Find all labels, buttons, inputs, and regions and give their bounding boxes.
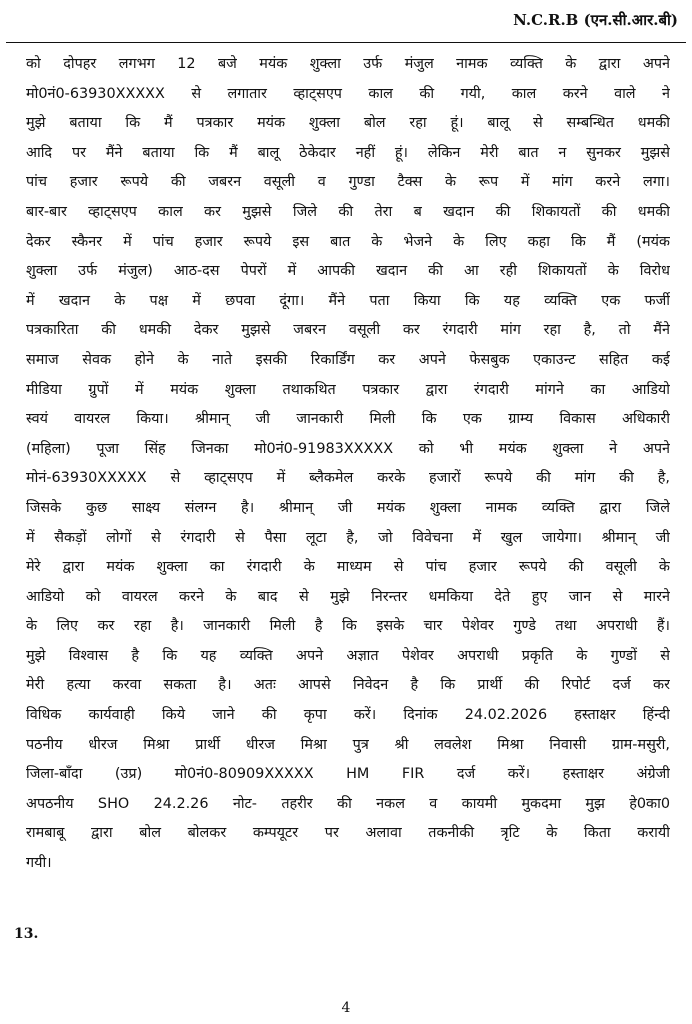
text-line: देकर स्कैनर में पांच हजार रूपये इस बात के भेजने के लिए कहा कि मैं (मयंक: [26, 233, 670, 250]
text-line: (महिला) पूजा सिंह जिनका मो0नं0-91983XXXXX को भी मयंक शुक्ला ने अपने: [26, 440, 670, 457]
text-line: रामबाबू द्वारा बोल बोलकर कम्पयूटर पर अलावा तकनीकी त्रृटि के किता करायी: [26, 825, 670, 842]
text-line: मेरी हत्या करवा सकता है। अतः आपसे निवेदन है कि प्रार्थी की रिपोर्ट दर्ज कर: [26, 677, 670, 694]
text-line: स्वयं वायरल किया। श्रीमान् जी जानकारी मिली कि एक ग्राम्य विकास अधिकारी: [26, 411, 670, 428]
text-line: पांच हजार रूपये की जबरन वसूली व गुण्डा टैक्स के रूप में मांग करने लगा।: [26, 174, 670, 191]
text-line: के लिए कर रहा है। जानकारी मिली है कि इसके चार पेशेवर गुण्डे तथा अपराधी हैं।: [26, 618, 670, 635]
text-line: जिला-बाँदा (उप्र) मो0नं0-80909XXXXX HM FIR दर्ज करें। हस्ताक्षर अंग्रेजी: [26, 766, 670, 783]
text-line: आडियो को वायरल करने के बाद से मुझे निरन्तर धमकिया देते हुए जान से मारने: [26, 588, 670, 605]
text-line: को दोपहर लगभग 12 बजे मयंक शुक्ला उर्फ मंजुल नामक व्यक्ति के द्वारा अपने: [26, 56, 670, 72]
text-line: समाज सेवक होने के नाते इसकी रिकार्डिंग कर अपने फेसबुक एकाउन्ट सहित कई: [26, 351, 670, 368]
text-line: विधिक कार्यवाही किये जाने की कृपा करें। दिनांक 24.02.2026 हस्ताक्षर हिंन्दी: [26, 707, 670, 724]
text-line: मोनं-63930XXXXX से व्हाट्सएप में ब्लैकमेल करके हजारों रूपये की मांग की है,: [26, 470, 670, 487]
text-line: मुझे बताया कि मैं पत्रकार मयंक शुक्ला बोल रहा हूं। बालू से सम्बन्धित धमकी: [26, 115, 670, 132]
text-line: में सैकड़ों लोगों से रंगदारी से पैसा लूटा है, जो विवेचना में खुल जायेगा। श्रीमान् जी: [26, 529, 670, 546]
text-line: पत्रकारिता की धमकी देकर मुझसे जबरन वसूली कर रंगदारी मांग रहा है, तो मैंने: [26, 322, 670, 339]
section-number: 13.: [14, 926, 39, 942]
text-line: अपठनीय SHO 24.2.26 नोट- तहरीर की नकल व कायमी मुकदमा मुझ हे0का0: [26, 795, 670, 812]
text-line: जिसके कुछ साक्ष्य संलग्न है। श्रीमान् जी मयंक शुक्ला नामक व्यक्ति द्वारा जिले: [26, 499, 670, 516]
text-line: मो0नं0-63930XXXXX से लगातार व्हाट्सएप काल की गयी, काल करने वाले ने: [26, 85, 670, 102]
header-rule: [6, 42, 686, 43]
text-line: मेरे द्वारा मयंक शुक्ला का रंगदारी के माध्यम से पांच हजार रूपये की वसूली के: [26, 559, 670, 576]
text-line: शुक्ला उर्फ मंजुल) आठ-दस पेपरों में आपकी खदान की आ रही शिकायतों के विरोध: [26, 263, 670, 280]
text-line: में खदान के पक्ष में छपवा दूंगा। मैंने पता किया कि यह व्यक्ति एक फर्जी: [26, 292, 670, 309]
text-line: बार-बार व्हाट्सएप काल कर मुझसे जिले की तेरा ब खदान की शिकायतों की धमकी: [26, 203, 670, 220]
text-line: आदि पर मैंने बताया कि मैं बालू ठेकेदार नहीं हूं। लेकिन मेरी बात न सुनकर मुझसे: [26, 144, 670, 161]
text-line: मीडिया ग्रुपों में मयंक शुक्ला तथाकथित पत्रकार द्वारा रंगदारी मांगने का आडियो: [26, 381, 670, 398]
page-number: 4: [341, 1000, 351, 1016]
body-text: [26, 50, 670, 879]
page-header: N.C.R.B (एन.सी.आर.बी): [513, 11, 678, 29]
text-line: मुझे विश्वास है कि यह व्यक्ति अपने अज्ञात पेशेवर अपराधी प्रकृति के गुण्डों से: [26, 647, 670, 664]
text-line: गयी।: [26, 855, 52, 872]
text-line: पठनीय धीरज मिश्रा प्रार्थी धीरज मिश्रा पुत्र श्री लवलेश मिश्रा निवासी ग्राम-मसुरी,: [26, 736, 670, 753]
